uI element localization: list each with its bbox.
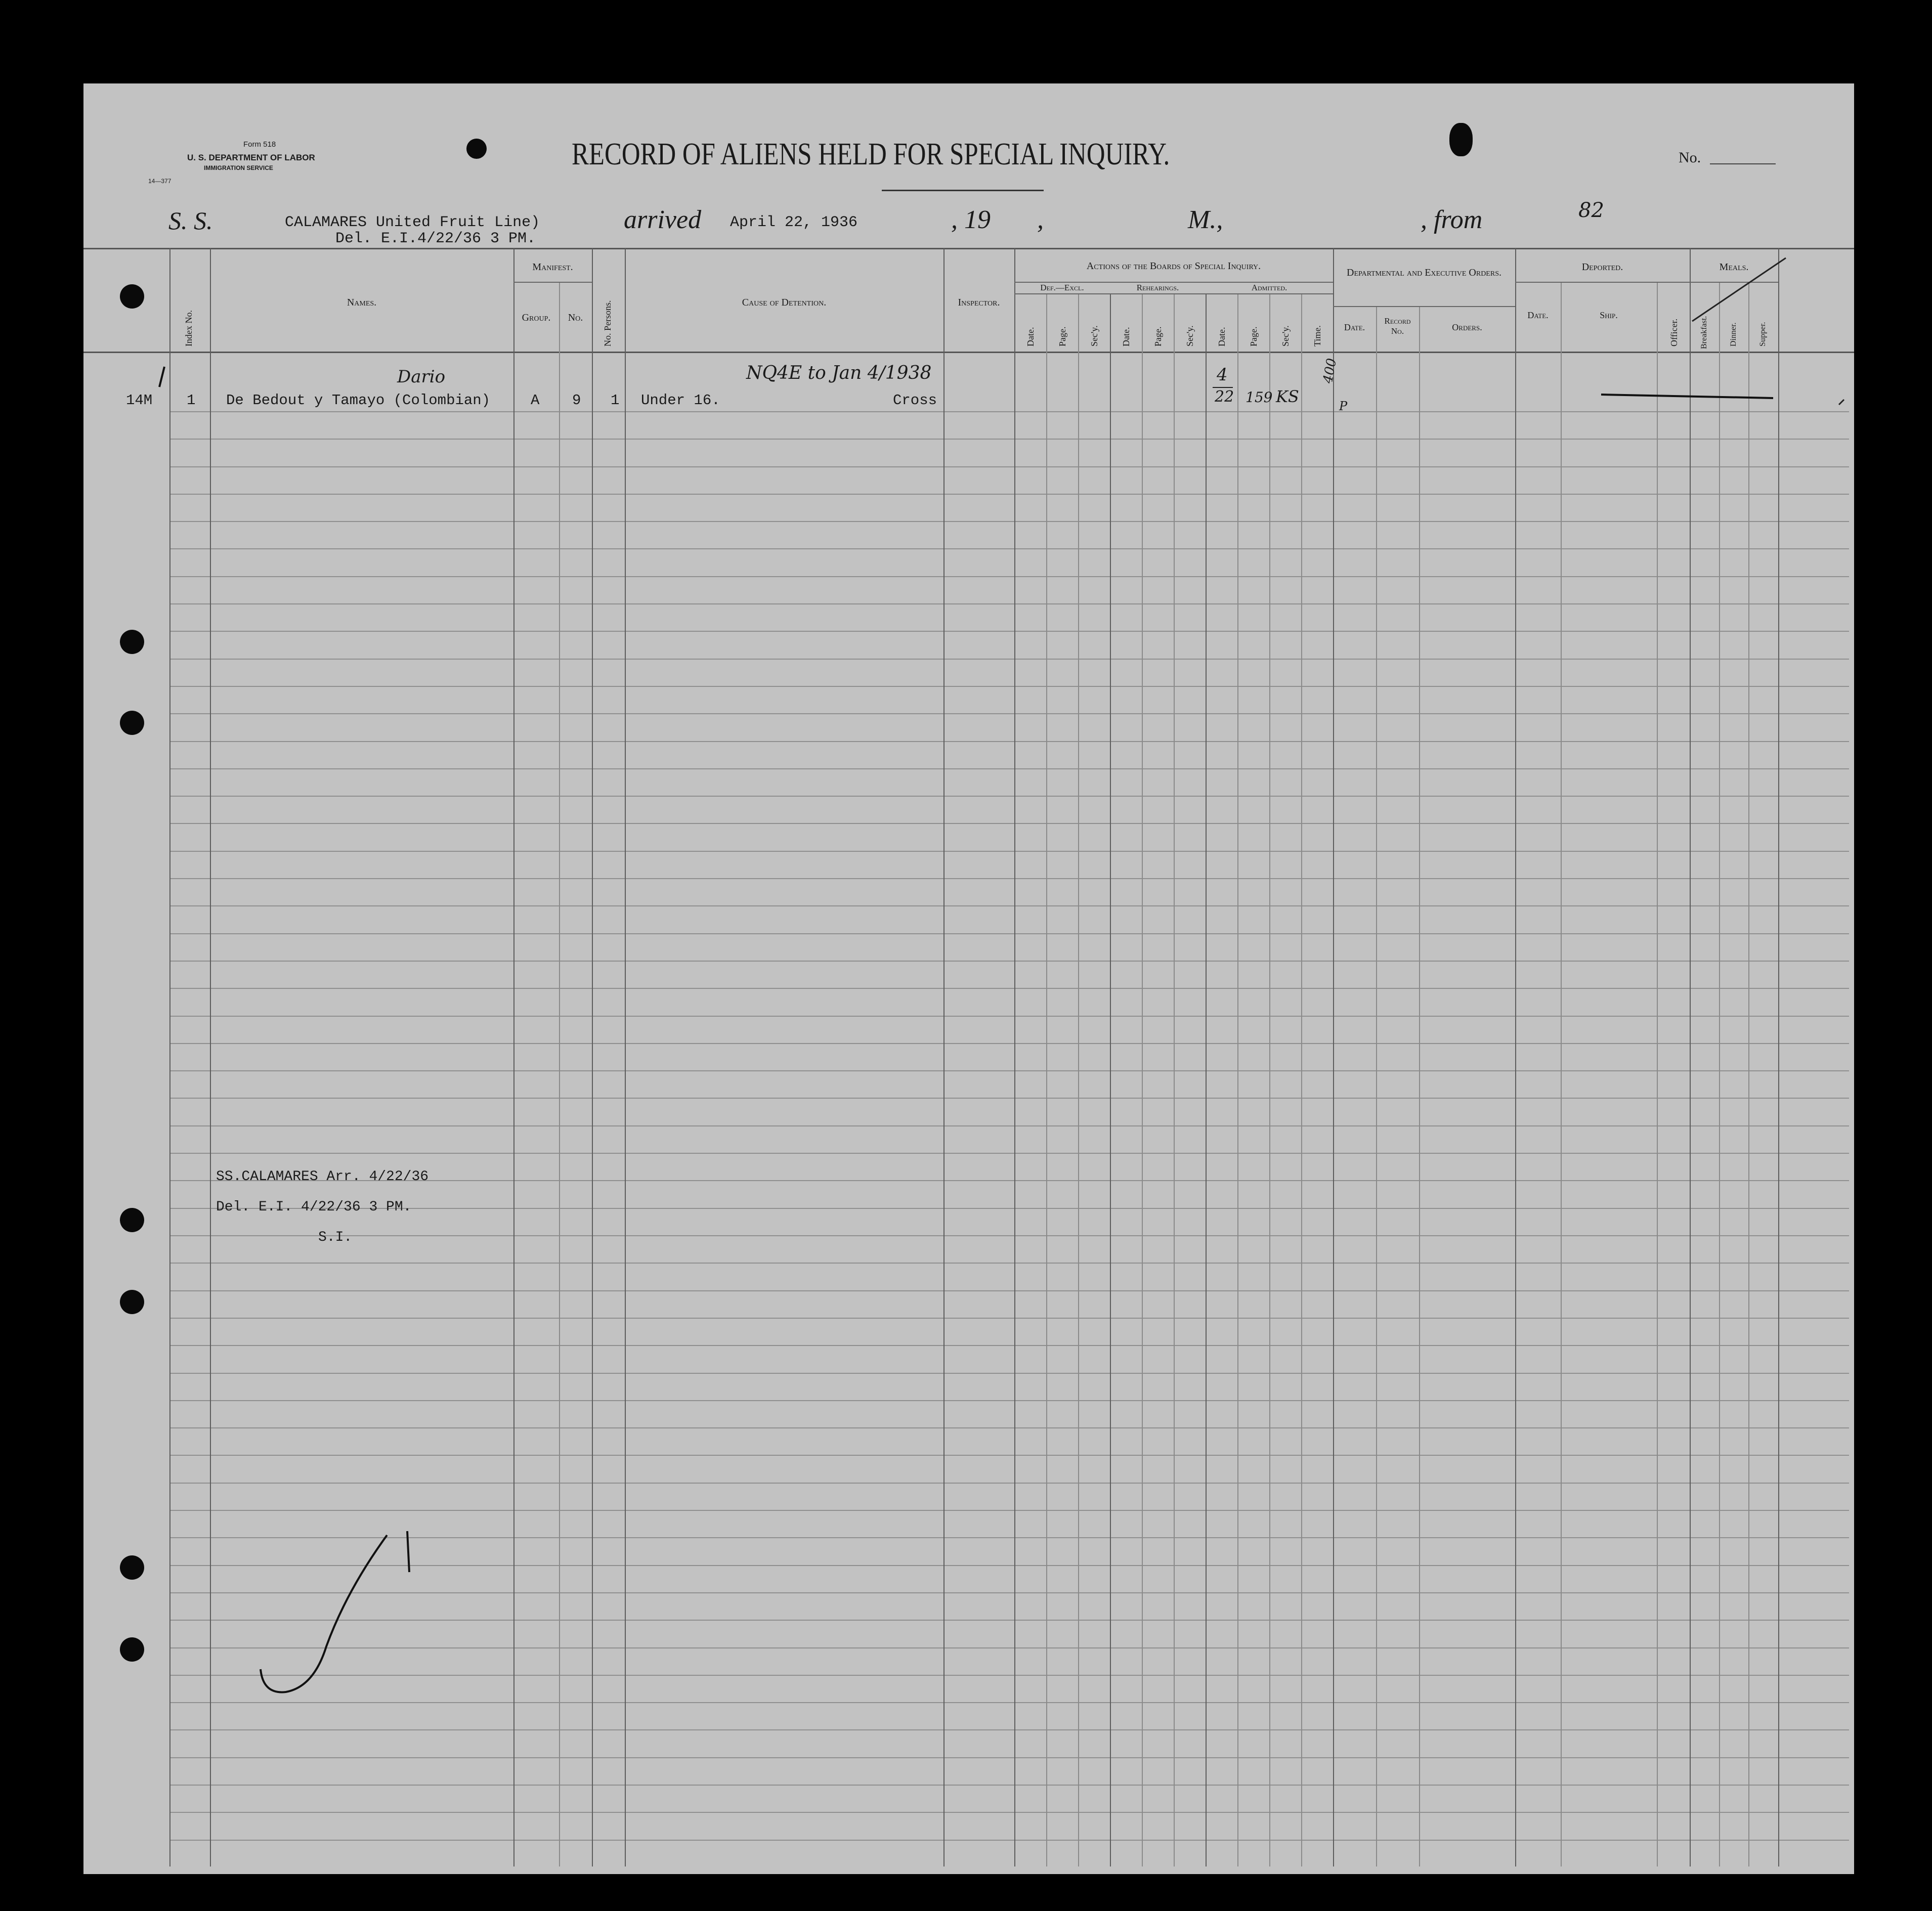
- header-dinner: Dinner.: [1729, 322, 1738, 346]
- entry-margin-code: 14M: [126, 392, 153, 409]
- form-sheet: Form 518 U. S. DEPARTMENT OF LABOR IMMIGRATION SERVICE 14—377 RECORD OF ALIENS HELD FOR SPECIAL INQUIRY. No. S. S. CALAMARES United Fruit Line) Del. E.I.4/22/36 3 PM. arrived April 22, 1936 , 19 , M., , from 82 Index No. Names. Manifest. Group. No. No. Persons. Cause of Detention. Inspector. Actions of the Boards of Special Inquiry. Def.—Excl. Rehearings. Admitted. Date. Page. Sec'y. Date. Page. Sec'y. Date. Page. Sec'y. Time. Departmental and Executive Orders. Date. Record No. Orders. Deported. Date. Ship. Officer. Meals. Breakfast. Dinner. Supper. 14M 1 De Bedout y Tamayo (Colombian) Dario A 9 1 Under 16. NQ4E to Jan 4/1938 Cross 4 22 159 KS 400 P SS.CALAMARES Arr. 4/22/36 Del. E.I. 4/22/36 3 PM. S.I.: [83, 83, 1854, 1874]
- header-record-no: Record No.: [1384, 316, 1411, 336]
- header-no-persons: No. Persons.: [603, 300, 613, 346]
- header-adm-page: Page.: [1249, 326, 1259, 346]
- header-officer: Officer.: [1669, 318, 1679, 346]
- header-adm-secy: Sec'y.: [1280, 325, 1291, 346]
- entry-given-name-handwritten: Dario: [397, 367, 446, 387]
- header-departmental: Departmental and Executive Orders.: [1347, 267, 1501, 278]
- header-reh-page: Page.: [1153, 326, 1163, 346]
- from-label: , from: [1421, 205, 1483, 234]
- header-dept-date: Date.: [1344, 322, 1365, 332]
- handwritten-marks: [83, 83, 1854, 1874]
- form-number: Form 518: [243, 140, 276, 149]
- header-manifest: Manifest.: [532, 262, 573, 273]
- entry-cause: Under 16.: [641, 392, 720, 409]
- entry-admitted-time: 400: [1320, 357, 1340, 385]
- header-orders: Orders.: [1452, 322, 1482, 332]
- ship-name: CALAMARES United Fruit Line): [285, 214, 540, 231]
- header-def-date: Date.: [1025, 327, 1036, 346]
- delivery-line: Del. E.I.4/22/36 3 PM.: [335, 230, 536, 247]
- page-title: RECORD OF ALIENS HELD FOR SPECIAL INQUIRY.: [572, 137, 1170, 171]
- header-cause: Cause of Detention.: [742, 297, 827, 308]
- header-meals: Meals.: [1719, 262, 1749, 273]
- entry-admitted-date-top: 4: [1217, 365, 1228, 385]
- entry-admitted-date-bottom: 22: [1215, 388, 1234, 406]
- header-inspector: Inspector.: [958, 297, 1000, 308]
- note-line-1: SS.CALAMARES Arr. 4/22/36: [216, 1169, 429, 1185]
- header-ship: Ship.: [1600, 310, 1618, 320]
- entry-manifest-no: 9: [572, 392, 581, 409]
- header-breakfast: Breakfast.: [1700, 316, 1708, 349]
- department-name: U. S. DEPARTMENT OF LABOR: [187, 153, 315, 162]
- ss-label: S. S.: [168, 206, 213, 235]
- header-adm-date: Date.: [1217, 327, 1227, 346]
- header-supper: Supper.: [1758, 322, 1767, 346]
- entry-index: 1: [187, 392, 196, 409]
- header-def-secy: Sec'y.: [1089, 325, 1099, 346]
- entry-admitted-page: 159: [1246, 389, 1273, 406]
- entry-name: De Bedout y Tamayo (Colombian): [226, 392, 491, 409]
- header-adm-time: Time.: [1312, 325, 1322, 346]
- note-line-3: S.I.: [318, 1230, 353, 1245]
- service-name: IMMIGRATION SERVICE: [204, 164, 273, 171]
- arrived-label: arrived: [624, 205, 702, 234]
- year-label: , 19: [951, 205, 991, 234]
- header-dep-date: Date.: [1527, 310, 1549, 320]
- entry-admitted-time-sub: P: [1339, 399, 1348, 413]
- form-code: 14—377: [148, 178, 171, 185]
- header-manifest-no: No.: [568, 312, 583, 323]
- header-reh-date: Date.: [1121, 327, 1131, 346]
- entry-inspector: Cross: [893, 392, 937, 409]
- note-line-2: Del. E.I. 4/22/36 3 PM.: [216, 1199, 412, 1215]
- record-no-label: No.: [1679, 149, 1701, 166]
- header-group: Group.: [522, 312, 551, 323]
- header-names: Names.: [347, 297, 377, 308]
- header-reh-secy: Sec'y.: [1185, 325, 1195, 346]
- entry-cause-handwritten: NQ4E to Jan 4/1938: [746, 363, 932, 383]
- header-deported: Deported.: [1581, 262, 1623, 273]
- entry-persons: 1: [611, 392, 620, 409]
- arrived-date: April 22, 1936: [730, 214, 858, 231]
- header-index-no: Index No.: [184, 310, 194, 346]
- header-actions: Actions of the Boards of Special Inquiry.: [1086, 260, 1261, 272]
- entry-group: A: [531, 392, 540, 409]
- from-value: 82: [1578, 199, 1604, 222]
- header-def-page: Page.: [1057, 326, 1067, 346]
- meridiem-label: M.,: [1188, 205, 1223, 234]
- year-comma: ,: [1037, 205, 1044, 234]
- entry-admitted-secy: KS: [1276, 387, 1299, 406]
